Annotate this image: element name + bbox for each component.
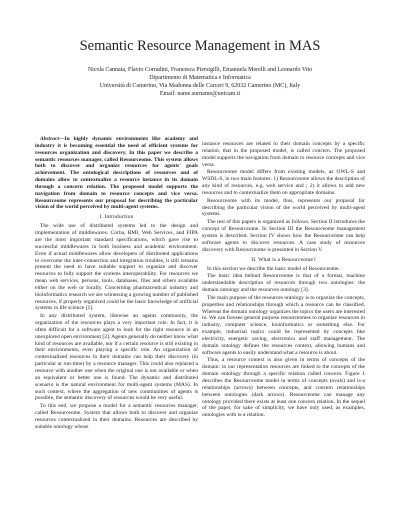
paragraph: Resourceome model differs from existing models, as OWL-S and WSDL-S, in two main features: 1) Resourceome allows the description of any kind of resources, e.g. web service and ; 2) it allows to add new resources and to contextualize them on appropriate domains.: [202, 169, 365, 196]
paragraph: To this end, we propose a model for a semantic resources manager, called Resourceome. System that allows both to discover and organize resources contextualized in their domains. Resources are described by suitable ontology whose: [35, 403, 198, 430]
right-column: [202, 141, 365, 420]
paper-title: Semantic Resource Management in MAS: [79, 38, 321, 54]
abstract-label: Abstract: [40, 136, 59, 142]
paragraph: instance resources are related to their domain concepts by a specific relation, that in the proposed model, is called concern. The proposed model supports the navigation from domain to resource concepts and vice versa.: [202, 141, 365, 168]
paragraph: Thus, a resource context is also given in terms of concepts of the domain: in our representation resources are linked to the concepts of the domain ontology through a specific relation called concern. Figure 1 describes the Resourceome model in terms of concepts (ovals) and is-a relationships (arrows) between concepts, and concern relationships between ontologies (dark arrows). Resourceome can manage any ontology provided there exists at least one concern relation. In the sequel of the paper, for sake of simplicity, we have only used, as examples, ontologies with is-a relation.: [202, 357, 365, 419]
section-heading-resourceome: II. What is a Resourceome?: [251, 256, 316, 263]
author-names: Nicola Cannata, Flavio Corradini, Francesca Piersigilli, Emanuela Merelli and Leonardo Vito: [87, 67, 313, 73]
author-address: Università di Camerino, Via Madonna delle Carceri 9, 62032 Camerino (MC), Italy: [99, 83, 301, 89]
paragraph: Resourceome with its model, thus, represents our proposal for describing the particular vision of the world perceived by multi-agent systems.: [202, 197, 365, 218]
paragraph: The wide use of distributed systems led to the design and implementation of middlewares. Corba, RMI, Web Services, and FIPA are the most important standard specifications, which gave rise to successful middlewares in both business and academic environment. Even if actual middlewares allow developers of distributed applications to overcome the inter-connection and integration troubles, it still remains present the need to have suitable support to organize and discover resources to fully support the systems interoperability. For resources we mean web services, persons, tools, databases, files and others available either on the web or locally. Concerning pharmaceutical industry and bioinformatics research we are witnessing a growing number of published resources, if properly organized could be the basic knowledge of artificial systems in life science [1].: [35, 223, 198, 312]
section-heading-introduction: I. Introduction: [99, 214, 134, 221]
left-column: [35, 136, 198, 432]
author-block: [0, 66, 400, 98]
abstract: [35, 136, 198, 211]
paragraph: The basic idea behind Resourceome is that of a formal, machine understandable description of resources through two ontologies: the domain ontology and the resources ontology [3].: [202, 273, 365, 294]
paragraph: In any distributed system, likewise an agents community, the organization of the resources plays a very important role. In fact, it is often difficult for a software agent to look for the right resource in an unexplored open environment [2]. Agents generally do neither know what kind of resources are available, nor if a certain resource is still existing in their environments, even playing a specific role. An organization of contextualized resources in their domains can help their discovery (in particular at run-time) by a resource manager. This could also replaced a resource with another one when the original one is not available or when an equivalent or better one is found. The dynamic and distributed scenario is the natural environment for multi-agent systems (MAS). In such context, where the aggregation of new communities of agents is possible, the semantic discovery of resources would be very useful.: [35, 313, 198, 402]
paragraph: The main purpose of the resources ontology is to organize the concepts, properties and relationships through which a resource can be classified. Whereas the domain ontology organizes the topics the users are interested in. We can foresee general purpose resourceomes to organize resources in industry, computer science, bioinformatics or something else. For example, industrial topics could be represented by concepts like electricity, energetic saving, electronics and staff management. The domain ontology defines the resources context, allowing humans and software agents to easily understand what a resource is about.: [202, 294, 365, 356]
paragraph: The rest of this papers is organized as follows. Section II introduces the concept of Resourceome. In Section III the Resourceome management system is described. Section IV shows how the Resourceome can help software agents to discover resources. A case study of resources discovery with Resourceome is presented in Section V.: [202, 219, 365, 253]
paragraph: In this section we describe the basic model of Resourceome.: [207, 265, 340, 272]
author-email: Email: name.surname@unicam.it: [159, 91, 241, 97]
author-affiliation: Dipartimento di Matematica e Informatica: [149, 75, 251, 81]
abstract-text: —In highly dynamic environments like academy and industry it is becoming essential the need of efficient systems for resources organization and discovery. In this paper we describe a semantic resources manager, called Resourceome. This system allows both to discover and organize resources for agents' goals achievement. The ontological descriptions of resources and of domains allow to contextualize a resource instance in its domain through a concern relation. The proposed model supports the navigation from domain to resource concepts and vice versa. Resourceome represents our proposal for describing the particular vision of the world perceived by multi-agent systems.: [35, 136, 198, 211]
